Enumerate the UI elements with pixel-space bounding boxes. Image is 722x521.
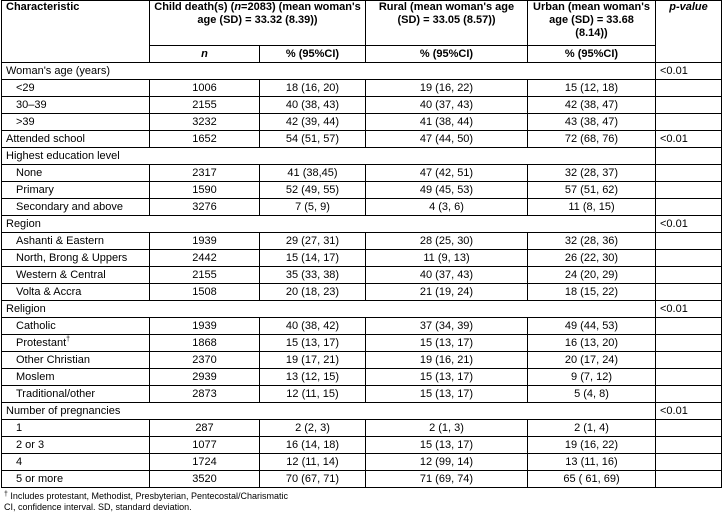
row-label-text: Catholic (16, 319, 56, 332)
data-table (1, 0, 722, 488)
pct-urban-cell: 24 (20, 29) (528, 267, 656, 284)
p-value-cell (656, 114, 722, 131)
pct-rural-cell: 15 (13, 17) (366, 369, 528, 386)
footnote-marker: † (66, 335, 71, 343)
p-value-cell (656, 318, 722, 335)
row-label-text: None (16, 166, 43, 179)
p-value-cell (656, 352, 722, 369)
row-label (2, 267, 150, 284)
p-value-cell: <0.01 (656, 216, 722, 233)
p-value-cell (656, 80, 722, 97)
pct-urban-cell: 18 (15, 22) (528, 284, 656, 301)
pct-rural-cell: 15 (13, 17) (366, 386, 528, 403)
section-row (2, 301, 722, 318)
pct-rural-cell: 28 (25, 30) (366, 233, 528, 250)
row-label (2, 335, 150, 352)
row-label-text: North, Brong & Uppers (16, 251, 128, 264)
table-row (2, 131, 722, 148)
table-row (2, 80, 722, 97)
table-row (2, 182, 722, 199)
row-label (2, 318, 150, 335)
row-label-text: Ashanti & Eastern (16, 234, 105, 247)
p-value-cell (656, 471, 722, 488)
pct-child-death-cell: 42 (39, 44) (260, 114, 366, 131)
section-label: Woman's age (years) (2, 63, 656, 80)
row-label-text: Western & Central (16, 268, 106, 281)
row-label-text: Primary (16, 183, 54, 196)
table-row (2, 97, 722, 114)
p-value-cell (656, 165, 722, 182)
table-row (2, 233, 722, 250)
pct-rural-cell: 37 (34, 39) (366, 318, 528, 335)
row-label-text: <29 (16, 81, 35, 94)
row-label-text: Attended school (6, 132, 85, 145)
pct-rural-cell: 2 (1, 3) (366, 420, 528, 437)
p-value-cell (656, 335, 722, 352)
table-row (2, 335, 722, 352)
pct-child-death-cell: 15 (13, 17) (260, 335, 366, 352)
table-row (2, 369, 722, 386)
row-label-text: Traditional/other (16, 387, 96, 400)
row-label (2, 80, 150, 97)
pct-rural-cell: 49 (45, 53) (366, 182, 528, 199)
row-label (2, 97, 150, 114)
pct-urban-cell: 16 (13, 20) (528, 335, 656, 352)
header-n: n (150, 46, 260, 63)
header-pct-child: % (95%CI) (260, 46, 366, 63)
row-label (2, 114, 150, 131)
pct-rural-cell: 15 (13, 17) (366, 335, 528, 352)
n-cell: 1006 (150, 80, 260, 97)
pct-urban-cell: 42 (38, 47) (528, 97, 656, 114)
n-cell: 1652 (150, 131, 260, 148)
pct-rural-cell: 19 (16, 21) (366, 352, 528, 369)
pct-urban-cell: 32 (28, 37) (528, 165, 656, 182)
pct-rural-cell: 47 (44, 50) (366, 131, 528, 148)
header-child-death: Child death(s) (n=2083) (mean woman's age (SD) = 33.32 (8.39)) (150, 1, 366, 46)
row-label-text: Protestant (16, 336, 67, 349)
n-cell: 2873 (150, 386, 260, 403)
n-cell: 1939 (150, 233, 260, 250)
pct-urban-cell: 72 (68, 76) (528, 131, 656, 148)
pct-urban-cell: 15 (12, 18) (528, 80, 656, 97)
footnote-abbreviations: CI, confidence interval. SD, standard deviation. (4, 502, 192, 512)
row-label (2, 182, 150, 199)
pct-urban-cell: 9 (7, 12) (528, 369, 656, 386)
pct-rural-cell: 11 (9, 13) (366, 250, 528, 267)
row-label-text: 30–39 (16, 98, 47, 111)
row-label (2, 420, 150, 437)
section-label: Number of pregnancies (2, 403, 656, 420)
pct-urban-cell: 11 (8, 15) (528, 199, 656, 216)
pct-urban-cell: 13 (11, 16) (528, 454, 656, 471)
pct-child-death-cell: 16 (14, 18) (260, 437, 366, 454)
pct-child-death-cell: 52 (49, 55) (260, 182, 366, 199)
n-cell: 2939 (150, 369, 260, 386)
pct-urban-cell: 32 (28, 36) (528, 233, 656, 250)
row-label (2, 233, 150, 250)
pct-child-death-cell: 19 (17, 21) (260, 352, 366, 369)
table-row (2, 284, 722, 301)
table-container (1, 0, 721, 513)
row-label-text: Other Christian (16, 353, 90, 366)
pct-child-death-cell: 12 (11, 14) (260, 454, 366, 471)
pct-rural-cell: 71 (69, 74) (366, 471, 528, 488)
n-cell: 3276 (150, 199, 260, 216)
n-cell: 1939 (150, 318, 260, 335)
row-label (2, 250, 150, 267)
row-label (2, 369, 150, 386)
pct-child-death-cell: 13 (12, 15) (260, 369, 366, 386)
section-label: Religion (2, 301, 656, 318)
pct-rural-cell: 47 (42, 51) (366, 165, 528, 182)
row-label (2, 454, 150, 471)
pct-urban-cell: 57 (51, 62) (528, 182, 656, 199)
row-label-text: Volta & Accra (16, 285, 82, 298)
pct-rural-cell: 15 (13, 17) (366, 437, 528, 454)
section-row (2, 403, 722, 420)
pct-child-death-cell: 35 (33, 38) (260, 267, 366, 284)
header-pct-urban: % (95%CI) (528, 46, 656, 63)
n-cell: 2442 (150, 250, 260, 267)
pct-urban-cell: 5 (4, 8) (528, 386, 656, 403)
row-label-text: 5 or more (16, 472, 64, 485)
table-row (2, 318, 722, 335)
pct-child-death-cell: 12 (11, 15) (260, 386, 366, 403)
n-cell: 1868 (150, 335, 260, 352)
section-label: Region (2, 216, 656, 233)
p-value-cell (656, 148, 722, 165)
pct-child-death-cell: 29 (27, 31) (260, 233, 366, 250)
p-value-cell (656, 437, 722, 454)
pct-child-death-cell: 2 (2, 3) (260, 420, 366, 437)
row-label-text: 4 (16, 455, 23, 468)
n-cell: 287 (150, 420, 260, 437)
row-label-text: Secondary and above (16, 200, 124, 213)
header-rural: Rural (mean woman's age (SD) = 33.05 (8.57)) (366, 1, 528, 46)
pct-rural-cell: 19 (16, 22) (366, 80, 528, 97)
section-row (2, 148, 722, 165)
p-value-cell (656, 250, 722, 267)
pct-urban-cell: 19 (16, 22) (528, 437, 656, 454)
p-value-cell (656, 267, 722, 284)
n-cell: 1724 (150, 454, 260, 471)
pct-rural-cell: 12 (99, 14) (366, 454, 528, 471)
n-cell: 1590 (150, 182, 260, 199)
table-row (2, 199, 722, 216)
table-row (2, 250, 722, 267)
header-characteristic: Characteristic (2, 1, 150, 63)
row-label (2, 471, 150, 488)
pct-child-death-cell: 15 (14, 17) (260, 250, 366, 267)
header-urban: Urban (mean woman's age (SD) = 33.68 (8.14)) (528, 1, 656, 46)
pct-rural-cell: 40 (37, 43) (366, 97, 528, 114)
row-label-text: >39 (16, 115, 35, 128)
table-row (2, 420, 722, 437)
p-value-cell (656, 284, 722, 301)
section-row (2, 216, 722, 233)
p-value-cell (656, 182, 722, 199)
table-body (2, 63, 722, 488)
header-pct-rural: % (95%CI) (366, 46, 528, 63)
pct-urban-cell: 20 (17, 24) (528, 352, 656, 369)
n-cell: 2317 (150, 165, 260, 182)
table-row (2, 267, 722, 284)
pct-urban-cell: 26 (22, 30) (528, 250, 656, 267)
pct-urban-cell: 65 ( 61, 69) (528, 471, 656, 488)
p-value-cell (656, 454, 722, 471)
pct-rural-cell: 4 (3, 6) (366, 199, 528, 216)
row-label-text: 2 or 3 (16, 438, 45, 451)
row-label-text: 1 (16, 421, 23, 434)
p-value-cell (656, 97, 722, 114)
pct-rural-cell: 21 (19, 24) (366, 284, 528, 301)
p-value-cell (656, 420, 722, 437)
table-row (2, 471, 722, 488)
row-label (2, 165, 150, 182)
row-label (2, 284, 150, 301)
pct-child-death-cell: 7 (5, 9) (260, 199, 366, 216)
n-cell: 2155 (150, 267, 260, 284)
footnotes (1, 491, 721, 513)
pct-child-death-cell: 40 (38, 42) (260, 318, 366, 335)
p-value-cell: <0.01 (656, 301, 722, 318)
pct-rural-cell: 40 (37, 43) (366, 267, 528, 284)
p-value-cell (656, 386, 722, 403)
table-row (2, 114, 722, 131)
n-cell: 1077 (150, 437, 260, 454)
pct-child-death-cell: 20 (18, 23) (260, 284, 366, 301)
p-value-cell (656, 233, 722, 250)
section-label: Highest education level (2, 148, 656, 165)
table-row (2, 352, 722, 369)
pct-urban-cell: 49 (44, 53) (528, 318, 656, 335)
footnote-protestant: † Includes protestant, Methodist, Presbyterian, Pentecostal/Charismatic (4, 491, 289, 501)
n-cell: 3232 (150, 114, 260, 131)
p-value-cell: <0.01 (656, 131, 722, 148)
table-row (2, 454, 722, 471)
pct-child-death-cell: 70 (67, 71) (260, 471, 366, 488)
n-cell: 2370 (150, 352, 260, 369)
row-label (2, 131, 150, 148)
table-row (2, 165, 722, 182)
pct-child-death-cell: 41 (38,45) (260, 165, 366, 182)
pct-child-death-cell: 18 (16, 20) (260, 80, 366, 97)
p-value-cell (656, 369, 722, 386)
header-p-value: p-value (656, 1, 722, 63)
row-label-text: Moslem (16, 370, 55, 383)
section-row (2, 63, 722, 80)
table-row (2, 437, 722, 454)
p-value-cell: <0.01 (656, 63, 722, 80)
pct-urban-cell: 2 (1, 4) (528, 420, 656, 437)
n-cell: 1508 (150, 284, 260, 301)
p-value-cell (656, 199, 722, 216)
n-cell: 3520 (150, 471, 260, 488)
pct-rural-cell: 41 (38, 44) (366, 114, 528, 131)
pct-urban-cell: 43 (38, 47) (528, 114, 656, 131)
row-label (2, 352, 150, 369)
row-label (2, 437, 150, 454)
pct-child-death-cell: 40 (38, 43) (260, 97, 366, 114)
pct-child-death-cell: 54 (51, 57) (260, 131, 366, 148)
p-value-cell: <0.01 (656, 403, 722, 420)
row-label (2, 386, 150, 403)
row-label (2, 199, 150, 216)
table-row (2, 386, 722, 403)
n-cell: 2155 (150, 97, 260, 114)
